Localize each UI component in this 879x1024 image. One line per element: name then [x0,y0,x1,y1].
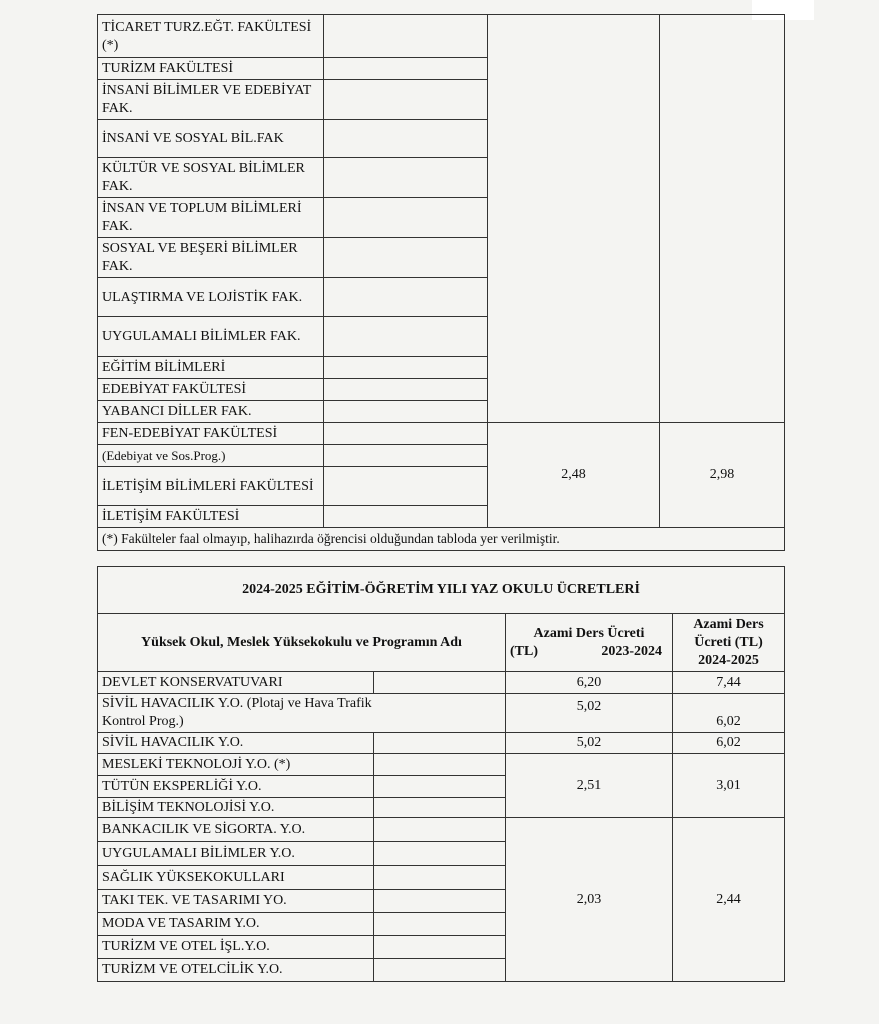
footnote: (*) Fakülteler faal olmayıp, halihazırda öğrencisi olduğundan tabloda yer verilmiştir. [98,528,785,551]
table-row: TURİZM VE OTELCİLİK Y.O. [98,959,374,982]
table-row: EĞİTİM BİLİMLERİ [98,357,324,379]
fee-2024-value: 6,02 [673,694,785,733]
fee-2023-cell [488,15,660,423]
table-row: MESLEKİ TEKNOLOJİ Y.O. (*) [98,754,374,776]
summer-school-fee-table [97,566,785,982]
fee-2024-value: 6,02 [673,733,785,754]
table-row: İNSANİ BİLİMLER VE EDEBİYAT FAK. [98,80,324,120]
table-row: BANKACILIK VE SİGORTA. Y.O. [98,818,374,842]
table-row: SİVİL HAVACILIK Y.O. [98,733,374,754]
table-row: TURİZM FAKÜLTESİ [98,58,324,80]
table-row: FEN-EDEBİYAT FAKÜLTESİ [98,423,324,445]
table-row: İNSAN VE TOPLUM BİLİMLERİ FAK. [98,198,324,238]
fee-2023-value: 2,03 [506,818,673,982]
table-row: TÜTÜN EKSPERLİĞİ Y.O. [98,776,374,798]
table-row: SİVİL HAVACILIK Y.O. (Plotaj ve Hava Trafik Kontrol Prog.) [98,694,506,733]
table-row: MODA VE TASARIM Y.O. [98,913,374,936]
fee-2023-value: 2,48 [488,423,660,528]
table-row: YABANCI DİLLER FAK. [98,401,324,423]
table-row: UYGULAMALI BİLİMLER FAK. [98,317,324,357]
table-row: İLETİŞİM FAKÜLTESİ [98,506,324,528]
empty-cell [324,15,488,58]
table-row: DEVLET KONSERVATUVARI [98,672,374,694]
table-row: İLETİŞİM BİLİMLERİ FAKÜLTESİ [98,467,324,506]
fee-2024-value: 3,01 [673,754,785,818]
table-row: İNSANİ VE SOSYAL BİL.FAK [98,120,324,158]
fee-2023-value: 5,02 [506,733,673,754]
table-row: TİCARET TURZ.EĞT. FAKÜLTESİ (*) [98,15,324,58]
table-row: SAĞLIK YÜKSEKOKULLARI [98,866,374,890]
fee-2024-value: 2,44 [673,818,785,982]
table-row: EDEBİYAT FAKÜLTESİ [98,379,324,401]
table-row: KÜLTÜR VE SOSYAL BİLİMLER FAK. [98,158,324,198]
table-row: ULAŞTIRMA VE LOJİSTİK FAK. [98,278,324,317]
column-header-2024: Azami Ders Ücreti (TL) 2024-2025 [673,614,785,672]
fee-2024-value: 7,44 [673,672,785,694]
table-row: UYGULAMALI BİLİMLER Y.O. [98,842,374,866]
table-row: TURİZM VE OTEL İŞL.Y.O. [98,936,374,959]
table-row: BİLİŞİM TEKNOLOJİSİ Y.O. [98,798,374,818]
fee-2023-value: 6,20 [506,672,673,694]
faculty-fee-table-continued [97,14,785,551]
table-title: 2024-2025 EĞİTİM-ÖĞRETİM YILI YAZ OKULU ÜCRETLERİ [98,567,785,614]
column-header-name: Yüksek Okul, Meslek Yüksekokulu ve Programın Adı [98,614,506,672]
table-row: SOSYAL VE BEŞERİ BİLİMLER FAK. [98,238,324,278]
column-header-2023: Azami Ders Ücreti (TL) 2023-2024 [506,614,673,672]
table-row: (Edebiyat ve Sos.Prog.) [98,445,324,467]
fee-2024-cell [660,15,785,423]
fee-2023-value: 5,02 [506,694,673,733]
fee-2023-value: 2,51 [506,754,673,818]
fee-2024-value: 2,98 [660,423,785,528]
table-row: TAKI TEK. VE TASARIMI YO. [98,890,374,913]
